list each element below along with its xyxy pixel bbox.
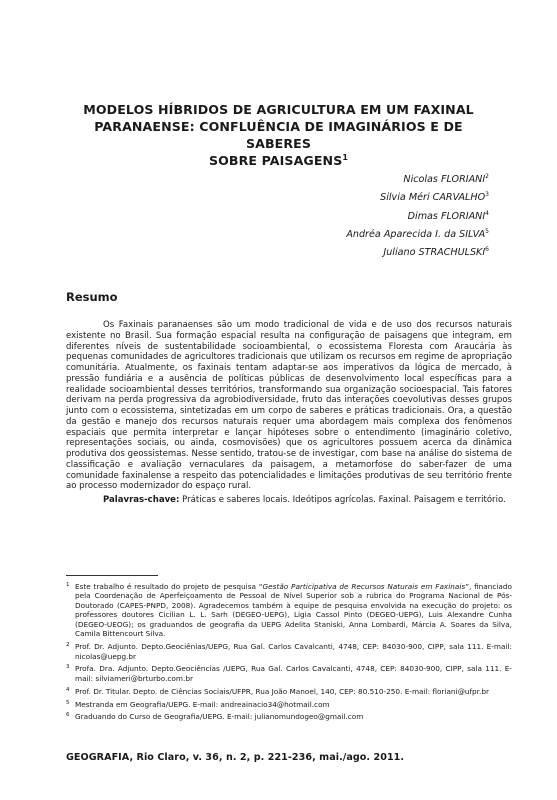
footnote-number: 5 [66,699,70,706]
footnote-text: Graduando do Curso de Geografia/UEPG. E-mail: julianomundogeo@gmail.com [75,712,364,722]
title-line: PARANAENSE: CONFLUÊNCIA DE IMAGINÁRIOS E DE SABERES [94,119,463,151]
author-footnote-marker[interactable]: 6 [485,246,489,253]
keywords-text: Práticas e saberes locais. Ideótipos agrícolas. Faxinal. Paisagem e território. [179,495,506,505]
footnote [66,712,512,721]
title-line: MODELOS HÍBRIDOS DE AGRICULTURA EM UM FAXINAL [83,102,474,117]
footnote [66,687,512,696]
author-list [346,171,489,262]
author-footnote-marker[interactable]: 3 [485,191,489,199]
footnote-divider [66,575,158,576]
footnotes [66,582,512,725]
footnote-text: Prof. Dr. Titular. Depto. de Ciências Sociais/UFPR, Rua João Manoel, 140, CEP: 80.510-250. E-mail: floriani@ufpr.br [75,686,489,696]
title-footnote-marker[interactable]: 1 [342,152,349,162]
keywords-label: Palavras-chave: [103,495,180,505]
author: Dimas FLORIANI$^4$ [407,209,489,222]
author: Andréa Aparecida I. da SILVA$^5$ [346,227,489,240]
footnote [66,700,512,709]
footnote [66,664,512,683]
abstract-heading: Resumo [66,290,118,304]
author: Silvia Méri CARVALHO$^3$ [380,191,489,204]
article-title [60,101,497,169]
title-line: SOBRE PAISAGENS$^1$ [208,152,349,168]
author-footnote-marker[interactable]: 5 [485,227,489,235]
abstract [66,320,512,506]
footnote-number: 6 [66,712,70,719]
footnote-number: 4 [66,686,70,693]
author-footnote-marker[interactable]: 4 [485,209,489,217]
footnote-number: 2 [66,642,70,649]
footnote-text: Mestranda em Geografia/UEPG. E-mail: andreainacio34@hotmail.com [75,699,330,709]
footnote: 1 Este trabalho é resultado do projeto de pesquisa “Gestão Participativa de Recursos Naturais em Faxinais”, financiado pela Coordenação de Aperfeiçoamento de Pessoal de Nível Superior sob a rubrica do Programa Nacional de Pós-Doutorado (CAPES-PNPD, 2008). Agradecemos também à equipe de pesquisa envolvida na execução do projeto: os professores doutores Cicilian L. L. Sarh (DEGEO-UEPG), Ligia Cassol Pinto (DEGEO-UEPG), Luis Alexandre Cunha (DEGEO-UEOG); os graduandos de geografia da UEPG Adelita Staniski, Anna Lombardi, Márcia A. Soares da Silva, Camila Bittencourt Silva. [66,582,512,639]
journal-citation: GEOGRAFIA, Rio Claro, v. 36, n. 2, p. 221-236, mai./ago. 2011. [66,752,405,763]
footnote [66,642,512,661]
footnote-number: 3 [66,664,70,671]
footnote-text: Prof. Dr. Adjunto. Depto.Geociênias/UEPG, Rua Gal. Carlos Cavalcanti, 4748, CEP: 84030-900, CIPP, sala 111. E-mail: nicolas@uepg.br [75,642,512,661]
footnote-number: 1 [66,582,70,588]
keywords [66,495,512,506]
abstract-body: Os Faxinais paranaenses são um modo tradicional de vida e de uso dos recursos naturais existente no Brasil. Sua formação espacial resulta na configuração de paisagens que integram, em diferentes níveis de sustentabilidade socioambiental, o ecossistema Floresta com Araucária às pequenas comunidades de agricultores tradicionais que utilizam os recursos em regime de apropriação comunitária. Atualmente, os faxinais tentam adaptar-se aos imperativos da lógica de mercado, à pressão fundiária e a ausência de políticas públicas de desenvolvimento local específicas para a realidade socioambiental desses territórios, transformando sua organização socioespacial. Tais fatores derivam na perda progressiva da agrobiodiversidade, fruto das interações coevolutivas desses grupos junto com o ecossistema, sintetizadas em um corpo de saberes e práticas tradicionais. Ora, a questão da gestão e manejo dos recursos naturais requer uma abordagem mais complexa dos fenômenos espaciais que permita interpretar e lançar hipóteses sobre o entendimento (imaginário coletivo, representações sociais, ou ainda, cosmovisões) que os agricultores possuem acerca da dinâmica produtiva dos geossistemas. Nesse sentido, tratou-se de investigar, com base na análise do sistema de classificação e avaliação vernaculares da paisagem, a metamorfose do saber-fazer de uma comunidade faxinalense a respeito das potencialidades e limitações produtivas de seu território frente ao processo modernizador do espaço rural. [66,320,512,492]
footnote-text: Profa. Dra. Adjunto. Depto.Geociências /UEPG, Rua Gal. Carlos Cavalcanti, 4748, CEP: 84030-900, CIPP, sala 111. E-mail: silviameri@brturbo.com.br [75,664,512,683]
author-footnote-marker[interactable]: 2 [485,172,489,180]
author: Juliano STRACHULSKI$^6$ [383,246,489,259]
author: Nicolas FLORIANI$^2$ [403,172,489,185]
